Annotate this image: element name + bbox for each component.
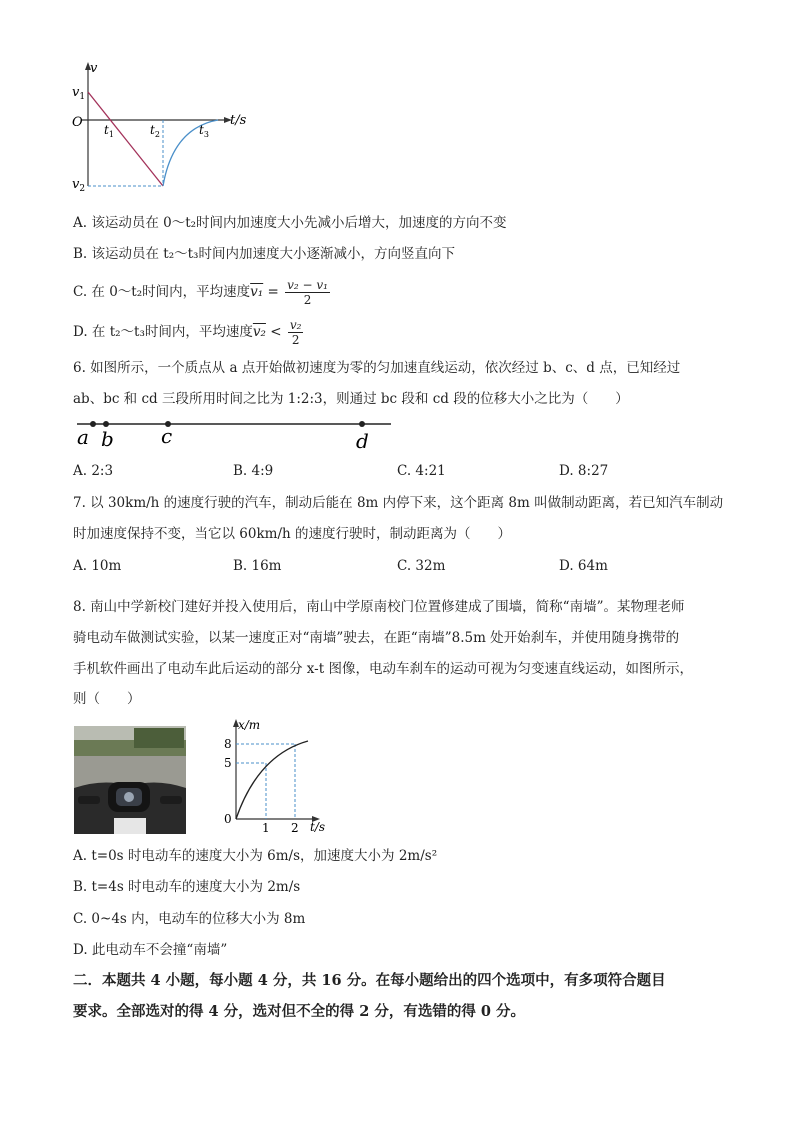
origin-label: O	[72, 115, 83, 130]
q7-stem-line2: 时加速度保持不变，当它以 60km/h 的速度行驶时，制动距离为（ ）	[73, 526, 511, 542]
q7-option-b: B. 16m	[233, 558, 282, 574]
q6-stem-line2: ab、bc 和 cd 三段所用时间之比为 1:2:3，则通过 bc 段和 cd 段的位移大小之比为（ ）	[73, 391, 629, 407]
q5-option-c: C. 在 0～t₂时间内，平均速度v₁ = $\frac{\text{v₂ − v₁}}{2}$	[73, 278, 328, 307]
t-axis-label-xt: t/s	[310, 820, 326, 834]
x-axis-label: x/m	[238, 718, 261, 732]
q5-option-d: D. 在 t₂～t₃时间内，平均速度v₂ < $\frac{\text{v₂}}{2}$	[73, 318, 302, 347]
y-tick-5: 5	[224, 756, 232, 770]
y-tick-0: 0	[224, 812, 232, 826]
vt-graph	[68, 58, 258, 198]
q6-option-d: D. 8:27	[559, 463, 609, 479]
t3-label: $t_3$	[199, 123, 209, 139]
q6-option-a: A. 2:3	[73, 463, 114, 479]
q6-option-b: B. 4:9	[233, 463, 274, 479]
q5-option-a: A. 该运动员在 0～t₂时间内加速度大小先减小后增大，加速度的方向不变	[73, 215, 507, 231]
x-tick-2: 2	[291, 821, 299, 835]
section2-heading-line2: 要求。全部选对的得 4 分，选对但不全的得 2 分，有选错的得 0 分。	[73, 1003, 526, 1020]
t-axis-label: t/s	[230, 113, 247, 128]
q5-option-b: B. 该运动员在 t₂～t₃时间内加速度大小逐渐减小，方向竖直向下	[73, 246, 455, 262]
section2-heading-line1: 二．本题共 4 小题，每小题 4 分，共 16 分。在每小题给出的四个选项中，有多项符合题目	[73, 972, 666, 989]
point-b-label: b	[101, 427, 114, 451]
t1-label: $t_1$	[104, 123, 114, 139]
scooter-photo	[74, 726, 186, 834]
q8-option-b: B. t=4s 时电动车的速度大小为 2m/s	[73, 879, 301, 895]
v1-label: $v_1$	[72, 85, 86, 102]
point-c-label: c	[161, 424, 173, 448]
q8-stem-line1: 8. 南山中学新校门建好并投入使用后，南山中学原南校门位置修建成了围墙，简称“南墙”。某物理老师	[73, 599, 685, 615]
q6-option-c: C. 4:21	[397, 463, 446, 479]
q8-stem-line2: 骑电动车做测试实验，以某一速度正对“南墙”驶去，在距“南墙”8.5m 处开始刹车，并使用随身携带的	[73, 630, 680, 646]
x-tick-1: 1	[262, 821, 270, 835]
q7-stem-line1: 7. 以 30km/h 的速度行驶的汽车，制动后能在 8m 内停下来，这个距离 8m 叫做制动距离，若已知汽车制动	[73, 495, 724, 511]
q7-option-a: A. 10m	[73, 558, 122, 574]
q8-stem-line4: 则（ ）	[73, 691, 141, 707]
v-axis-label: v	[90, 61, 98, 76]
point-a-label: a	[77, 425, 89, 449]
q8-stem-line3: 手机软件画出了电动车此后运动的部分 x-t 图像，电动车刹车的运动可视为匀变速直线运动，如图所示，	[73, 661, 693, 677]
q6-stem-line1: 6. 如图所示，一个质点从 a 点开始做初速度为零的匀加速直线运动，依次经过 b、c、d 点，已知经过	[73, 360, 681, 376]
q8-option-d: D. 此电动车不会撞“南墙”	[73, 942, 228, 958]
q7-option-d: D. 64m	[559, 558, 608, 574]
q8-option-a: A. t=0s 时电动车的速度大小为 6m/s，加速度大小为 2m/s²	[73, 848, 438, 864]
y-tick-8: 8	[224, 737, 232, 751]
point-d-label: d	[356, 429, 369, 453]
xt-graph	[218, 715, 333, 837]
q7-option-c: C. 32m	[397, 558, 446, 574]
q6-line-diagram	[73, 414, 398, 454]
v2-label: $v_2$	[72, 177, 86, 194]
t2-label: $t_2$	[150, 123, 160, 139]
q8-option-c: C. 0~4s 内，电动车的位移大小为 8m	[73, 911, 306, 927]
